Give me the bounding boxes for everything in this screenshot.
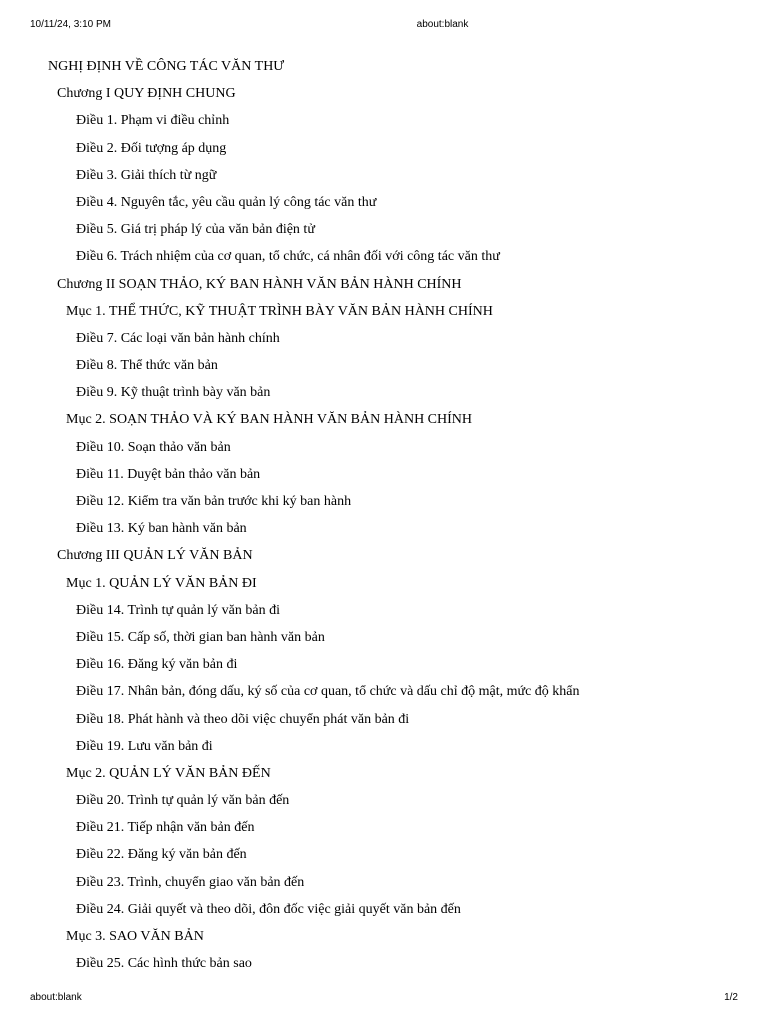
section-heading: Mục 2. SOẠN THẢO VÀ KÝ BAN HÀNH VĂN BẢN HÀNH CHÍNH <box>66 412 473 428</box>
article-item: Điều 1. Phạm vi điều chỉnh <box>76 113 230 129</box>
article-item: Điều 11. Duyệt bản thảo văn bản <box>76 466 261 482</box>
article-item: Điều 8. Thể thức văn bản <box>76 358 218 374</box>
article-item: Điều 16. Đăng ký văn bản đi <box>76 657 238 673</box>
article-item: Điều 9. Kỹ thuật trình bày văn bản <box>76 385 271 401</box>
article-item: Điều 13. Ký ban hành văn bản <box>76 521 247 537</box>
print-header <box>0 19 768 33</box>
article-item: Điều 22. Đăng ký văn bản đến <box>76 847 247 863</box>
section-heading: Mục 3. SAO VĂN BẢN <box>66 929 204 944</box>
article-item: Điều 2. Đối tượng áp dụng <box>76 140 227 156</box>
print-datetime: 10/11/24, 3:10 PM <box>30 19 111 30</box>
table-of-contents <box>0 57 768 981</box>
section-heading: Mục 2. QUẢN LÝ VĂN BẢN ĐẾN <box>66 765 271 781</box>
document-title: NGHỊ ĐỊNH VỀ CÔNG TÁC VĂN THƯ <box>48 59 285 74</box>
article-item: Điều 12. Kiểm tra văn bản trước khi ký ban hành <box>76 494 352 509</box>
print-url: about:blank <box>30 992 82 1003</box>
article-item: Điều 7. Các loại văn bản hành chính <box>76 330 280 346</box>
section-heading: Mục 1. THỂ THỨC, KỸ THUẬT TRÌNH BÀY VĂN BẢN HÀNH CHÍNH <box>66 303 493 319</box>
section-heading: Mục 1. QUẢN LÝ VĂN BẢN ĐI <box>66 575 257 591</box>
article-item: Điều 25. Các hình thức bản sao <box>76 956 252 972</box>
page-number: 1/2 <box>724 992 738 1003</box>
article-item: Điều 6. Trách nhiệm của cơ quan, tổ chức, cá nhân đối với công tác văn thư <box>76 249 500 265</box>
article-item: Điều 14. Trình tự quản lý văn bản đi <box>76 602 280 618</box>
article-item: Điều 5. Giá trị pháp lý của văn bản điện tử <box>76 222 315 238</box>
chapter-heading: Chương I QUY ĐỊNH CHUNG <box>57 86 236 102</box>
article-item: Điều 4. Nguyên tắc, yêu cầu quản lý công tác văn thư <box>76 194 377 210</box>
article-item: Điều 21. Tiếp nhận văn bản đến <box>76 820 255 836</box>
article-item: Điều 3. Giải thích từ ngữ <box>76 167 217 183</box>
article-item: Điều 17. Nhân bản, đóng dấu, ký số của cơ quan, tổ chức và dấu chỉ độ mật, mức độ khẩn <box>76 684 580 700</box>
print-footer <box>0 992 768 1006</box>
article-item: Điều 24. Giải quyết và theo dõi, đôn đốc việc giải quyết văn bản đến <box>76 901 461 917</box>
article-item: Điều 10. Soạn thảo văn bản <box>76 439 231 455</box>
chapter-heading: Chương III QUẢN LÝ VĂN BẢN <box>57 548 253 564</box>
print-page-title: about:blank <box>416 19 469 30</box>
article-item: Điều 18. Phát hành và theo dõi việc chuyển phát văn bản đi <box>76 711 410 727</box>
chapter-heading: Chương II SOẠN THẢO, KÝ BAN HÀNH VĂN BẢN HÀNH CHÍNH <box>57 276 462 292</box>
article-item: Điều 19. Lưu văn bản đi <box>76 738 213 754</box>
article-item: Điều 23. Trình, chuyển giao văn bản đến <box>76 874 305 890</box>
article-item: Điều 15. Cấp số, thời gian ban hành văn bản <box>76 629 325 645</box>
article-item: Điều 20. Trình tự quản lý văn bản đến <box>76 793 290 809</box>
